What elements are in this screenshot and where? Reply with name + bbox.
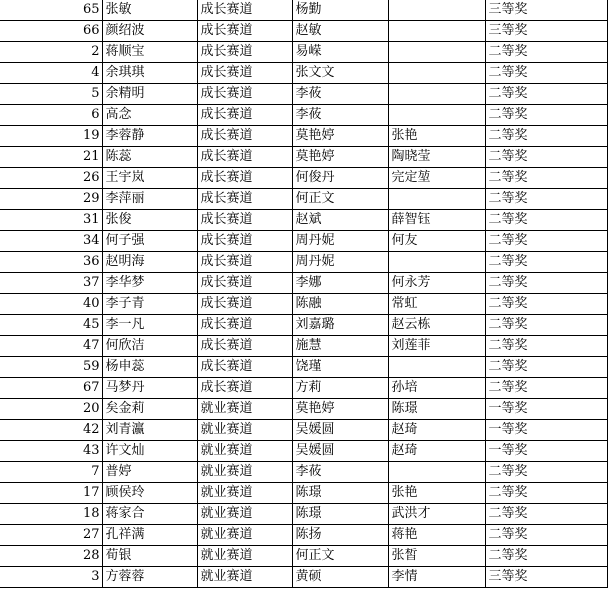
cell-number: 59 [0, 357, 102, 378]
cell-award: 二等奖 [485, 147, 607, 168]
cell-student-name: 李一凡 [102, 315, 197, 336]
cell-student-name: 李子青 [102, 294, 197, 315]
cell-teacher-2: 陶晓莹 [388, 147, 485, 168]
cell-teacher-2 [388, 252, 485, 273]
cell-track: 成长赛道 [197, 378, 292, 399]
cell-track: 成长赛道 [197, 210, 292, 231]
cell-award: 二等奖 [485, 84, 607, 105]
cell-teacher-2 [388, 42, 485, 63]
table-row [0, 189, 607, 210]
cell-track: 成长赛道 [197, 63, 292, 84]
cell-number: 18 [0, 504, 102, 525]
cell-number: 19 [0, 126, 102, 147]
cell-award: 一等奖 [485, 441, 607, 462]
cell-track: 成长赛道 [197, 357, 292, 378]
cell-student-name: 余精明 [102, 84, 197, 105]
cell-teacher-2: 孙培 [388, 378, 485, 399]
cell-number: 66 [0, 21, 102, 42]
cell-teacher-1: 李娜 [292, 273, 388, 294]
cell-student-name: 余琪琪 [102, 63, 197, 84]
cell-teacher-1: 陈融 [292, 294, 388, 315]
cell-award: 二等奖 [485, 378, 607, 399]
cell-teacher-2: 张艳 [388, 483, 485, 504]
cell-award: 一等奖 [485, 420, 607, 441]
cell-track: 成长赛道 [197, 147, 292, 168]
cell-teacher-2 [388, 84, 485, 105]
cell-teacher-2 [388, 357, 485, 378]
cell-number: 5 [0, 84, 102, 105]
cell-student-name: 陈蕊 [102, 147, 197, 168]
table-row [0, 126, 607, 147]
cell-student-name: 顾侯玲 [102, 483, 197, 504]
cell-number: 3 [0, 567, 102, 588]
cell-teacher-1: 何正文 [292, 189, 388, 210]
cell-award: 二等奖 [485, 105, 607, 126]
cell-number: 2 [0, 42, 102, 63]
table-row [0, 399, 607, 420]
cell-teacher-2: 武洪才 [388, 504, 485, 525]
table-row [0, 504, 607, 525]
cell-teacher-1: 李莜 [292, 105, 388, 126]
cell-number: 31 [0, 210, 102, 231]
table-row [0, 105, 607, 126]
cell-teacher-1: 刘嘉璐 [292, 315, 388, 336]
cell-track: 成长赛道 [197, 315, 292, 336]
table-row [0, 147, 607, 168]
cell-teacher-2: 赵琦 [388, 441, 485, 462]
cell-award: 二等奖 [485, 63, 607, 84]
table-row [0, 168, 607, 189]
table-row [0, 336, 607, 357]
cell-track: 就业赛道 [197, 483, 292, 504]
cell-number: 43 [0, 441, 102, 462]
cell-number: 42 [0, 420, 102, 441]
table-row [0, 231, 607, 252]
cell-teacher-1: 赵敏 [292, 21, 388, 42]
cell-student-name: 杨申蕊 [102, 357, 197, 378]
table-row [0, 546, 607, 567]
cell-number: 47 [0, 336, 102, 357]
cell-number: 36 [0, 252, 102, 273]
cell-number: 65 [0, 0, 102, 21]
cell-number: 37 [0, 273, 102, 294]
cell-teacher-1: 周丹妮 [292, 252, 388, 273]
cell-number: 27 [0, 525, 102, 546]
cell-teacher-2 [388, 21, 485, 42]
cell-number: 34 [0, 231, 102, 252]
table-row [0, 21, 607, 42]
cell-teacher-2: 刘莲菲 [388, 336, 485, 357]
cell-number: 29 [0, 189, 102, 210]
cell-teacher-1: 易嵘 [292, 42, 388, 63]
cell-teacher-1: 吴媛圆 [292, 420, 388, 441]
cell-award: 二等奖 [485, 546, 607, 567]
cell-teacher-2: 薛智钰 [388, 210, 485, 231]
cell-teacher-2 [388, 189, 485, 210]
cell-number: 4 [0, 63, 102, 84]
cell-number: 26 [0, 168, 102, 189]
cell-student-name: 何子强 [102, 231, 197, 252]
cell-track: 就业赛道 [197, 525, 292, 546]
table-row [0, 525, 607, 546]
cell-track: 就业赛道 [197, 504, 292, 525]
cell-number: 28 [0, 546, 102, 567]
cell-track: 成长赛道 [197, 168, 292, 189]
cell-number: 20 [0, 399, 102, 420]
cell-teacher-1: 陈璟 [292, 504, 388, 525]
cell-teacher-1: 杨勤 [292, 0, 388, 21]
cell-track: 就业赛道 [197, 420, 292, 441]
table-row [0, 357, 607, 378]
cell-student-name: 张敏 [102, 0, 197, 21]
cell-student-name: 刘青瀛 [102, 420, 197, 441]
cell-number: 7 [0, 462, 102, 483]
cell-teacher-2: 陈璟 [388, 399, 485, 420]
cell-track: 成长赛道 [197, 21, 292, 42]
cell-teacher-2: 赵琦 [388, 420, 485, 441]
cell-student-name: 颜绍波 [102, 21, 197, 42]
table-row [0, 63, 607, 84]
cell-teacher-2: 常虹 [388, 294, 485, 315]
cell-track: 就业赛道 [197, 567, 292, 588]
cell-award: 一等奖 [485, 399, 607, 420]
cell-number: 21 [0, 147, 102, 168]
cell-student-name: 孔祥满 [102, 525, 197, 546]
cell-track: 成长赛道 [197, 273, 292, 294]
cell-track: 成长赛道 [197, 0, 292, 21]
cell-student-name: 何欣洁 [102, 336, 197, 357]
cell-track: 就业赛道 [197, 399, 292, 420]
cell-student-name: 蒋家合 [102, 504, 197, 525]
cell-teacher-1: 何正文 [292, 546, 388, 567]
table-row [0, 441, 607, 462]
table-row [0, 210, 607, 231]
cell-award: 二等奖 [485, 273, 607, 294]
cell-award: 二等奖 [485, 462, 607, 483]
cell-teacher-1: 方莉 [292, 378, 388, 399]
cell-teacher-1: 莫艳婷 [292, 147, 388, 168]
cell-teacher-2: 张艳 [388, 126, 485, 147]
cell-track: 成长赛道 [197, 189, 292, 210]
cell-award: 三等奖 [485, 0, 607, 21]
cell-award: 三等奖 [485, 21, 607, 42]
cell-teacher-2 [388, 0, 485, 21]
cell-teacher-2 [388, 105, 485, 126]
cell-student-name: 高念 [102, 105, 197, 126]
cell-student-name: 张俊 [102, 210, 197, 231]
cell-award: 二等奖 [485, 126, 607, 147]
cell-teacher-1: 饶瑾 [292, 357, 388, 378]
cell-number: 67 [0, 378, 102, 399]
table-row [0, 567, 607, 588]
cell-teacher-2: 何永芳 [388, 273, 485, 294]
cell-teacher-2: 李情 [388, 567, 485, 588]
cell-teacher-1: 黄硕 [292, 567, 388, 588]
cell-teacher-1: 施慧 [292, 336, 388, 357]
table-row [0, 483, 607, 504]
cell-track: 成长赛道 [197, 84, 292, 105]
table-row [0, 378, 607, 399]
table-row [0, 273, 607, 294]
cell-award: 三等奖 [485, 567, 607, 588]
cell-teacher-1: 周丹妮 [292, 231, 388, 252]
cell-award: 二等奖 [485, 294, 607, 315]
cell-teacher-2: 赵云栋 [388, 315, 485, 336]
cell-teacher-2: 何友 [388, 231, 485, 252]
cell-student-name: 荀银 [102, 546, 197, 567]
cell-student-name: 李蓉静 [102, 126, 197, 147]
cell-teacher-2 [388, 462, 485, 483]
cell-award: 二等奖 [485, 231, 607, 252]
cell-student-name: 李萍丽 [102, 189, 197, 210]
cell-track: 成长赛道 [197, 105, 292, 126]
cell-award: 二等奖 [485, 504, 607, 525]
cell-teacher-1: 李莜 [292, 462, 388, 483]
cell-student-name: 赵明海 [102, 252, 197, 273]
cell-track: 就业赛道 [197, 441, 292, 462]
cell-award: 二等奖 [485, 210, 607, 231]
cell-award: 二等奖 [485, 189, 607, 210]
cell-track: 成长赛道 [197, 294, 292, 315]
cell-award: 二等奖 [485, 336, 607, 357]
cell-number: 17 [0, 483, 102, 504]
cell-track: 成长赛道 [197, 336, 292, 357]
cell-teacher-1: 莫艳婷 [292, 399, 388, 420]
cell-teacher-2: 完定堃 [388, 168, 485, 189]
cell-student-name: 许文灿 [102, 441, 197, 462]
cell-teacher-1: 吴媛圆 [292, 441, 388, 462]
cell-student-name: 普婷 [102, 462, 197, 483]
cell-award: 二等奖 [485, 315, 607, 336]
cell-student-name: 矣金莉 [102, 399, 197, 420]
cell-number: 6 [0, 105, 102, 126]
table-row [0, 0, 607, 21]
cell-track: 成长赛道 [197, 231, 292, 252]
table-row [0, 420, 607, 441]
cell-award: 二等奖 [485, 357, 607, 378]
cell-number: 40 [0, 294, 102, 315]
cell-teacher-2 [388, 63, 485, 84]
cell-teacher-1: 赵斌 [292, 210, 388, 231]
cell-track: 就业赛道 [197, 546, 292, 567]
cell-teacher-1: 陈璟 [292, 483, 388, 504]
cell-track: 成长赛道 [197, 252, 292, 273]
table-row [0, 294, 607, 315]
cell-teacher-1: 莫艳婷 [292, 126, 388, 147]
cell-teacher-1: 陈扬 [292, 525, 388, 546]
cell-award: 二等奖 [485, 168, 607, 189]
table-row [0, 84, 607, 105]
table-row [0, 252, 607, 273]
table-row [0, 42, 607, 63]
cell-student-name: 李华梦 [102, 273, 197, 294]
cell-number: 45 [0, 315, 102, 336]
cell-teacher-1: 李莜 [292, 84, 388, 105]
cell-teacher-2: 蒋艳 [388, 525, 485, 546]
table-row [0, 462, 607, 483]
cell-track: 就业赛道 [197, 462, 292, 483]
table-row [0, 315, 607, 336]
cell-award: 二等奖 [485, 525, 607, 546]
cell-student-name: 王宇岚 [102, 168, 197, 189]
cell-track: 成长赛道 [197, 126, 292, 147]
cell-student-name: 方蓉蓉 [102, 567, 197, 588]
cell-student-name: 蒋顺宝 [102, 42, 197, 63]
cell-award: 二等奖 [485, 42, 607, 63]
cell-track: 成长赛道 [197, 42, 292, 63]
cell-student-name: 马梦丹 [102, 378, 197, 399]
cell-teacher-2: 张皙 [388, 546, 485, 567]
cell-award: 二等奖 [485, 252, 607, 273]
cell-award: 二等奖 [485, 483, 607, 504]
cell-teacher-1: 何俊丹 [292, 168, 388, 189]
cell-teacher-1: 张文文 [292, 63, 388, 84]
